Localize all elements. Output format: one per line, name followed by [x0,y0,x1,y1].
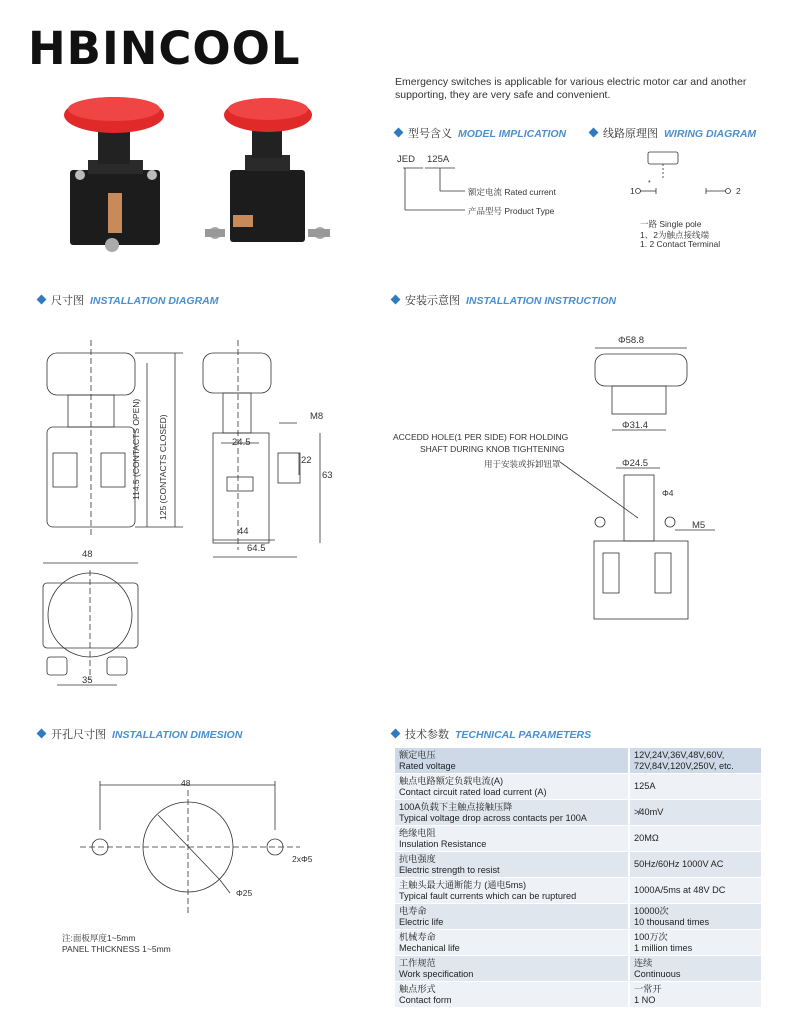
wiring-note-cn: 1、2为触点接线端 [640,230,709,240]
param-name [395,878,629,904]
hole-note-en-2: SHAFT DURING KNOB TIGHTENING [420,444,565,454]
param-value-line-1: 连续 [634,958,653,968]
product-photo-front [64,97,164,252]
cutout-dim-phi5: 2xΦ5 [292,854,313,864]
param-name-en: Work specification [399,968,474,979]
param-value-line-2: 1 million times [634,942,693,953]
param-name-en: Insulation Resistance [399,838,487,849]
section-tech-params: 技术参数 TECHNICAL PARAMETERS [392,726,591,742]
dim-24-5: 24.5 [232,437,251,448]
section-install-dimension: 开孔尺寸图 INSTALLATION DIMESION [38,726,242,742]
dim-phi-58-8: Φ58.8 [618,335,645,346]
param-name [395,774,629,800]
param-value-line-1: 100万次 [634,932,668,942]
param-name [395,826,629,852]
param-value-line-1: 12V,24V,36V,48V,60V, [634,750,725,760]
param-name-cn: 触点形式 [399,984,436,994]
param-value [629,852,761,878]
param-name [395,956,629,982]
dim-m8: M8 [310,411,324,422]
param-value [629,982,761,1008]
param-value-line-1: ≯40mV [634,807,664,818]
param-value [629,904,761,930]
dim-35: 35 [82,675,93,686]
table-row [395,826,761,852]
brand-logo: HBINCOOL [28,22,301,75]
diamond-bullet-icon [589,128,599,138]
intro-text: Emergency switches is applicable for various electric motor car and another supporting, they are very safe and convenient. [395,76,747,101]
cutout-dim-phi25: Φ25 [236,888,253,898]
dim-phi-4: Φ4 [662,488,674,498]
diamond-bullet-icon [391,729,401,739]
param-value [629,800,761,826]
diamond-bullet-icon [37,729,47,739]
diamond-bullet-icon [37,295,47,305]
product-photos [40,85,350,260]
table-row [395,982,761,1008]
table-row [395,956,761,982]
panel-note-en: PANEL THICKNESS 1~5mm [62,944,171,954]
param-value-line-2: 10 thousand times [634,916,710,927]
param-value-line-2: 72V,84V,120V,250V, etc. [634,760,734,771]
param-name-cn: 抗电强度 [399,854,436,864]
table-row [395,930,761,956]
table-row [395,748,761,774]
cutout-dim-48: 48 [181,778,191,788]
param-name-en: Contact form [399,994,452,1005]
param-name [395,748,629,774]
instruction-drawing [560,340,740,640]
param-name [395,982,629,1008]
dim-64-5: 64.5 [247,543,266,554]
param-name-en: Typical voltage drop across contacts per 100A [399,812,587,823]
param-name-en: Contact circuit rated load current (A) [399,786,547,797]
wiring-single-pole: 一路 Single pole [640,219,702,229]
product-photo-side [205,98,330,242]
diamond-bullet-icon [394,128,404,138]
dim-63: 63 [322,470,333,481]
param-value-line-1: 125A [634,781,656,792]
section-install-diagram: 尺寸图 INSTALLATION DIAGRAM [38,292,219,308]
param-value [629,878,761,904]
wiring-terminal-1: 1 [630,186,635,196]
param-value-line-1: 1000A/5ms at 48V DC [634,885,726,896]
param-name-cn: 额定电压 [399,750,436,760]
dim-48: 48 [82,549,93,560]
model-code-125a: 125A [427,154,450,165]
param-value [629,748,761,774]
param-name-cn: 100A负载下主触点接触压降 [399,802,513,812]
model-rated-current: 额定电流 Rated current [468,187,556,197]
param-name-cn: 触点电路额定负载电流(A) [399,776,504,786]
param-name-en: Mechanical life [399,942,460,953]
diamond-bullet-icon [391,295,401,305]
section-model: 型号含义 MODEL IMPLICATION [395,125,566,141]
param-value [629,930,761,956]
tech-params-table [395,748,761,1008]
dim-phi-24-5: Φ24.5 [622,458,649,469]
wiring-schematic [620,148,760,208]
wiring-note-en: 1. 2 Contact Terminal [640,239,721,249]
param-name-en: Typical fault currents which can be ruptured [399,890,577,901]
section-install-instruction: 安装示意图 INSTALLATION INSTRUCTION [392,292,616,308]
param-value-line-2: 1 NO [634,994,656,1005]
param-name [395,930,629,956]
svg-text:*: * [648,180,651,187]
dimension-drawings [35,335,365,695]
param-value [629,774,761,800]
table-row [395,852,761,878]
table-row [395,800,761,826]
param-name [395,904,629,930]
panel-note-cn: 注:面板厚度1~5mm [62,933,136,943]
param-name [395,852,629,878]
param-name-cn: 主触头最大通断能力 (通电5ms) [399,880,527,890]
dim-22: 22 [301,455,312,466]
model-code-jed: JED [397,154,415,165]
hole-note-en-1: ACCEDD HOLE(1 PER SIDE) FOR HOLDING [393,432,569,442]
dim-m5: M5 [692,520,706,531]
param-name-cn: 电寿命 [399,906,427,916]
param-name-en: Electric strength to resist [399,864,500,875]
model-product-type: 产品型号 Product Type [468,206,555,216]
param-name-en: Electric life [399,916,444,927]
param-value-line-1: 20MΩ [634,833,659,844]
param-value-line-1: 一常开 [634,984,662,994]
param-name-cn: 机械寿命 [399,932,436,942]
dim-44: 44 [238,526,249,537]
dim-phi-31-4: Φ31.4 [622,420,649,431]
table-row [395,904,761,930]
dim-125: 125 (CONTACTS CLOSED) [158,414,168,520]
param-name-cn: 绝缘电阻 [399,828,436,838]
wiring-terminal-2: 2 [736,186,741,196]
hole-note-cn: 用于安装或拆卸钮罩 [484,459,561,469]
dim-114-5: 114.5 (CONTACTS OPEN) [131,398,141,500]
param-value-line-1: 50Hz/60Hz 1000V AC [634,859,724,870]
param-value-line-1: 10000次 [634,906,669,916]
section-wiring: 线路原理图 WIRING DIAGRAM [590,125,756,141]
param-name-en: Rated voltage [399,760,456,771]
table-row [395,878,761,904]
param-value [629,956,761,982]
table-row [395,774,761,800]
cutout-drawing [80,775,320,925]
param-value-line-2: Continuous [634,968,681,979]
param-value [629,826,761,852]
param-name [395,800,629,826]
param-name-cn: 工作规范 [399,958,436,968]
